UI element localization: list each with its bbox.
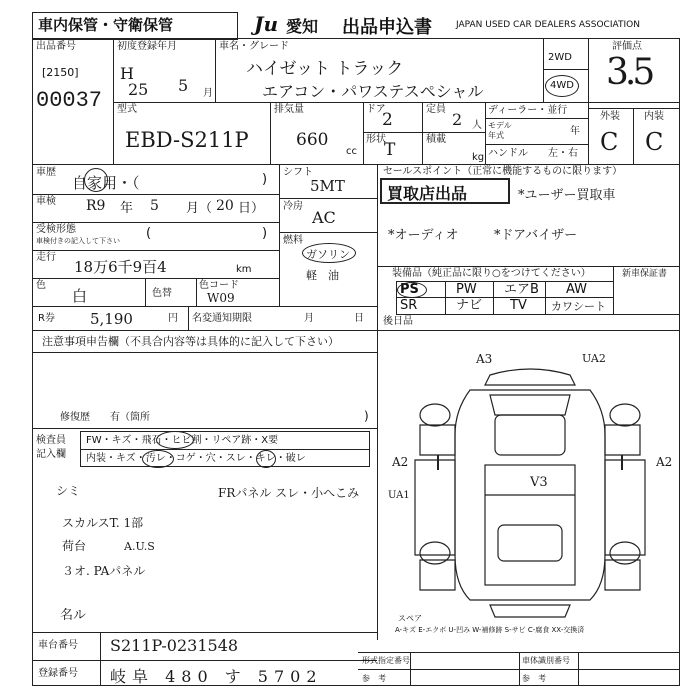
shaken-label: 車検 <box>36 196 56 207</box>
storage-badge-text: 車内保管・守衛保管 <box>38 16 174 34</box>
note-7: 名ル <box>60 608 87 623</box>
sales-note-1: *ユーザー買取車 <box>518 188 616 203</box>
model-name-line2: エアコン・パワステスペシャル <box>262 82 484 101</box>
new-car-warranty-label: 新車保証書 <box>622 269 668 279</box>
mileage-value: 18万6千9百4 <box>74 258 167 276</box>
reg-month: 5 <box>178 76 189 95</box>
cc-unit: cc <box>346 146 357 157</box>
lot-number: 00037 <box>36 88 103 113</box>
r-ticket-value: 5,190 <box>90 310 133 328</box>
mark-a3: A3 <box>476 352 493 366</box>
shaken-month-unit: 月（ <box>186 201 213 216</box>
inspector-label: 検査員 <box>36 435 66 446</box>
warranty-label: 受検形態 <box>36 224 76 235</box>
exterior-grade: C <box>600 128 619 156</box>
note-5: A.U.S <box>124 540 155 553</box>
equipment-navi: ナビ <box>456 298 483 313</box>
equipment-ps-circle <box>397 282 427 298</box>
history-value: 自家用・（ <box>72 174 140 192</box>
ju-logo: Ju <box>254 12 279 36</box>
model-type-label: 型式 <box>117 104 137 115</box>
bottom-r2: 参 考 <box>362 674 386 683</box>
shaken-day: 20 <box>216 198 234 214</box>
shape-value: T <box>384 140 396 160</box>
color-label: 色 <box>36 280 46 291</box>
color-code-label: 色コード <box>199 280 239 291</box>
reg-year: 25 <box>128 80 149 99</box>
sales-note-3: *ドアバイザー <box>494 228 578 243</box>
color-code-value: W09 <box>207 291 235 305</box>
warranty-note: 車検付きの記入して下さい <box>36 237 120 245</box>
mark-a2-right: A2 <box>656 455 673 469</box>
aircon-value: AC <box>312 208 336 227</box>
fuel-circle <box>302 243 356 263</box>
registration-number: 岐阜 480 す 5702 <box>110 667 323 686</box>
after-date-label: 後日品 <box>383 316 413 327</box>
scuff-circle <box>256 450 276 468</box>
equipment-aw: AW <box>566 282 588 297</box>
shaken-year-unit: 年 <box>120 201 134 216</box>
bottom-r4: 参 考 <box>522 674 546 683</box>
history-circle <box>84 168 108 192</box>
spare-label: スペア <box>398 614 422 623</box>
fuel-diesel: 軽 油 <box>306 269 339 282</box>
car-damage-diagram <box>400 355 660 625</box>
sales-point-label: セールスポイント（正常に機能するものに限ります） <box>383 166 623 177</box>
handle-label: ハンドル <box>488 148 528 159</box>
score-label: 評価点 <box>612 41 642 52</box>
note-4: 荷台 <box>62 539 87 553</box>
history-label: 車歴 <box>36 167 56 178</box>
front-bumper-shape <box>485 369 575 385</box>
capacity-label: 定員 <box>426 104 446 115</box>
reg-era: H <box>120 64 134 83</box>
drive-4wd-circle <box>545 75 579 97</box>
reg-month-unit: 月 <box>203 88 213 99</box>
buy-shop-label: 買取店出品 <box>387 184 468 203</box>
exterior-label: 外装 <box>600 111 620 122</box>
mileage-label: 走行 <box>36 252 56 263</box>
doors-label: ドア <box>366 104 386 115</box>
mark-ua2: UA2 <box>582 352 606 365</box>
mark-ua1: UA1 <box>388 490 410 501</box>
model-name-line1: ハイゼット トラック <box>246 59 404 79</box>
equipment-ps: PS <box>400 282 419 297</box>
stone-chip-circle <box>156 431 194 449</box>
shaken-day-unit: 日） <box>238 201 265 216</box>
shaken-era: R9 <box>86 198 106 214</box>
equipment-label: 装備品（純正品に限り○をつけてください） <box>392 268 591 279</box>
meigi-label: 名変通知期限 <box>192 313 252 324</box>
r-ticket-label: R券 <box>38 313 55 324</box>
equipment-pw: PW <box>456 282 477 297</box>
handle-lr: 左・右 <box>548 148 578 159</box>
chassis-label: 車台番号 <box>38 640 78 651</box>
drive-2wd: 2WD <box>548 52 572 63</box>
bottom-r1: 形式指定番号 <box>362 656 410 665</box>
meigi-day: 日 <box>354 313 364 324</box>
aircon-label: 冷房 <box>283 201 303 212</box>
drive-4wd: 4WD <box>550 80 574 91</box>
chassis-number: S211P-0231548 <box>110 636 239 655</box>
cabin-roof <box>495 415 565 455</box>
stain-circle <box>142 450 174 468</box>
capacity-unit: 人 <box>472 120 482 131</box>
displacement-value: 660 <box>296 130 329 150</box>
year-label: 年式 <box>488 131 504 140</box>
color-value: 白 <box>72 287 88 305</box>
equipment-airbag: エアB <box>504 282 539 297</box>
note-3: スカルスT. 1部 <box>62 516 144 530</box>
equipment-sr: SR <box>400 298 418 313</box>
notes-label: 注意事項申告欄（不具合内容等は具体的に記入して下さい） <box>42 335 339 348</box>
note-2: FRパネル スレ・小へこみ <box>218 486 360 500</box>
model-year-label: モデル <box>488 121 512 130</box>
windshield <box>490 395 570 415</box>
mark-a2-left: A2 <box>392 455 409 469</box>
entry-label: 記入欄 <box>36 449 66 460</box>
displacement-label: 排気量 <box>274 104 304 115</box>
damage-legend: A-キズ E-エクボ U-凹み W-補修跡 S-サビ C-腐食 XX-交換済 <box>395 626 585 634</box>
first-registration-label: 初度登録年月 <box>117 41 177 52</box>
kg-unit: kg <box>472 152 485 163</box>
interior-items: 内装・キズ・汚レ・コゲ・穴・スレ・キレ・破レ <box>86 453 306 464</box>
equipment-tv: TV <box>510 298 527 313</box>
capacity-value: 2 <box>452 110 463 129</box>
year-unit: 年 <box>570 126 580 137</box>
equipment-leather-seat: カワシート <box>551 300 606 313</box>
score-value: 3.5 <box>606 52 652 93</box>
shift-value: 5MT <box>310 177 345 195</box>
repair-history-label: 修復歴 有（箇所 <box>60 412 150 423</box>
load-label: 積載 <box>426 134 446 145</box>
note-6: ３オ. PAパネル <box>62 564 146 578</box>
registration-label: 登録番号 <box>38 668 78 679</box>
mileage-unit: km <box>236 264 252 275</box>
lot-number-label: 出品番号 <box>36 41 76 52</box>
doors-value: 2 <box>382 110 393 130</box>
model-grade-label: 車名・グレード <box>219 41 289 52</box>
logo-text: 愛知 <box>286 17 319 36</box>
sales-note-2: *オーディオ <box>388 228 459 243</box>
dealer-parallel: ディーラー・並行 <box>488 105 568 116</box>
fuel-value: ガソリン <box>306 248 350 261</box>
association-name: JAPAN USED CAR DEALERS ASSOCIATION <box>456 20 640 30</box>
model-code: EBD-S211P <box>125 128 249 152</box>
shift-label: シフト <box>283 167 313 178</box>
yen-unit: 円 <box>168 313 178 324</box>
lot-prefix: [2150] <box>42 66 79 79</box>
meigi-month: 月 <box>304 313 314 324</box>
fuel-label: 燃料 <box>283 235 303 246</box>
mark-v3: V3 <box>530 475 548 490</box>
form-title: 出品申込書 <box>342 17 432 38</box>
note-1: シミ <box>56 484 81 498</box>
bottom-r3: 車体識別番号 <box>522 656 570 665</box>
shaken-month: 5 <box>150 198 159 214</box>
interior-grade: C <box>645 128 664 156</box>
exterior-items: FW・キズ・飛石・ヒビ割・リペア跡・X要 <box>86 435 279 446</box>
color-name-label: 色替 <box>152 288 172 299</box>
shape-label: 形状 <box>366 134 386 145</box>
interior-label: 内装 <box>644 111 664 122</box>
